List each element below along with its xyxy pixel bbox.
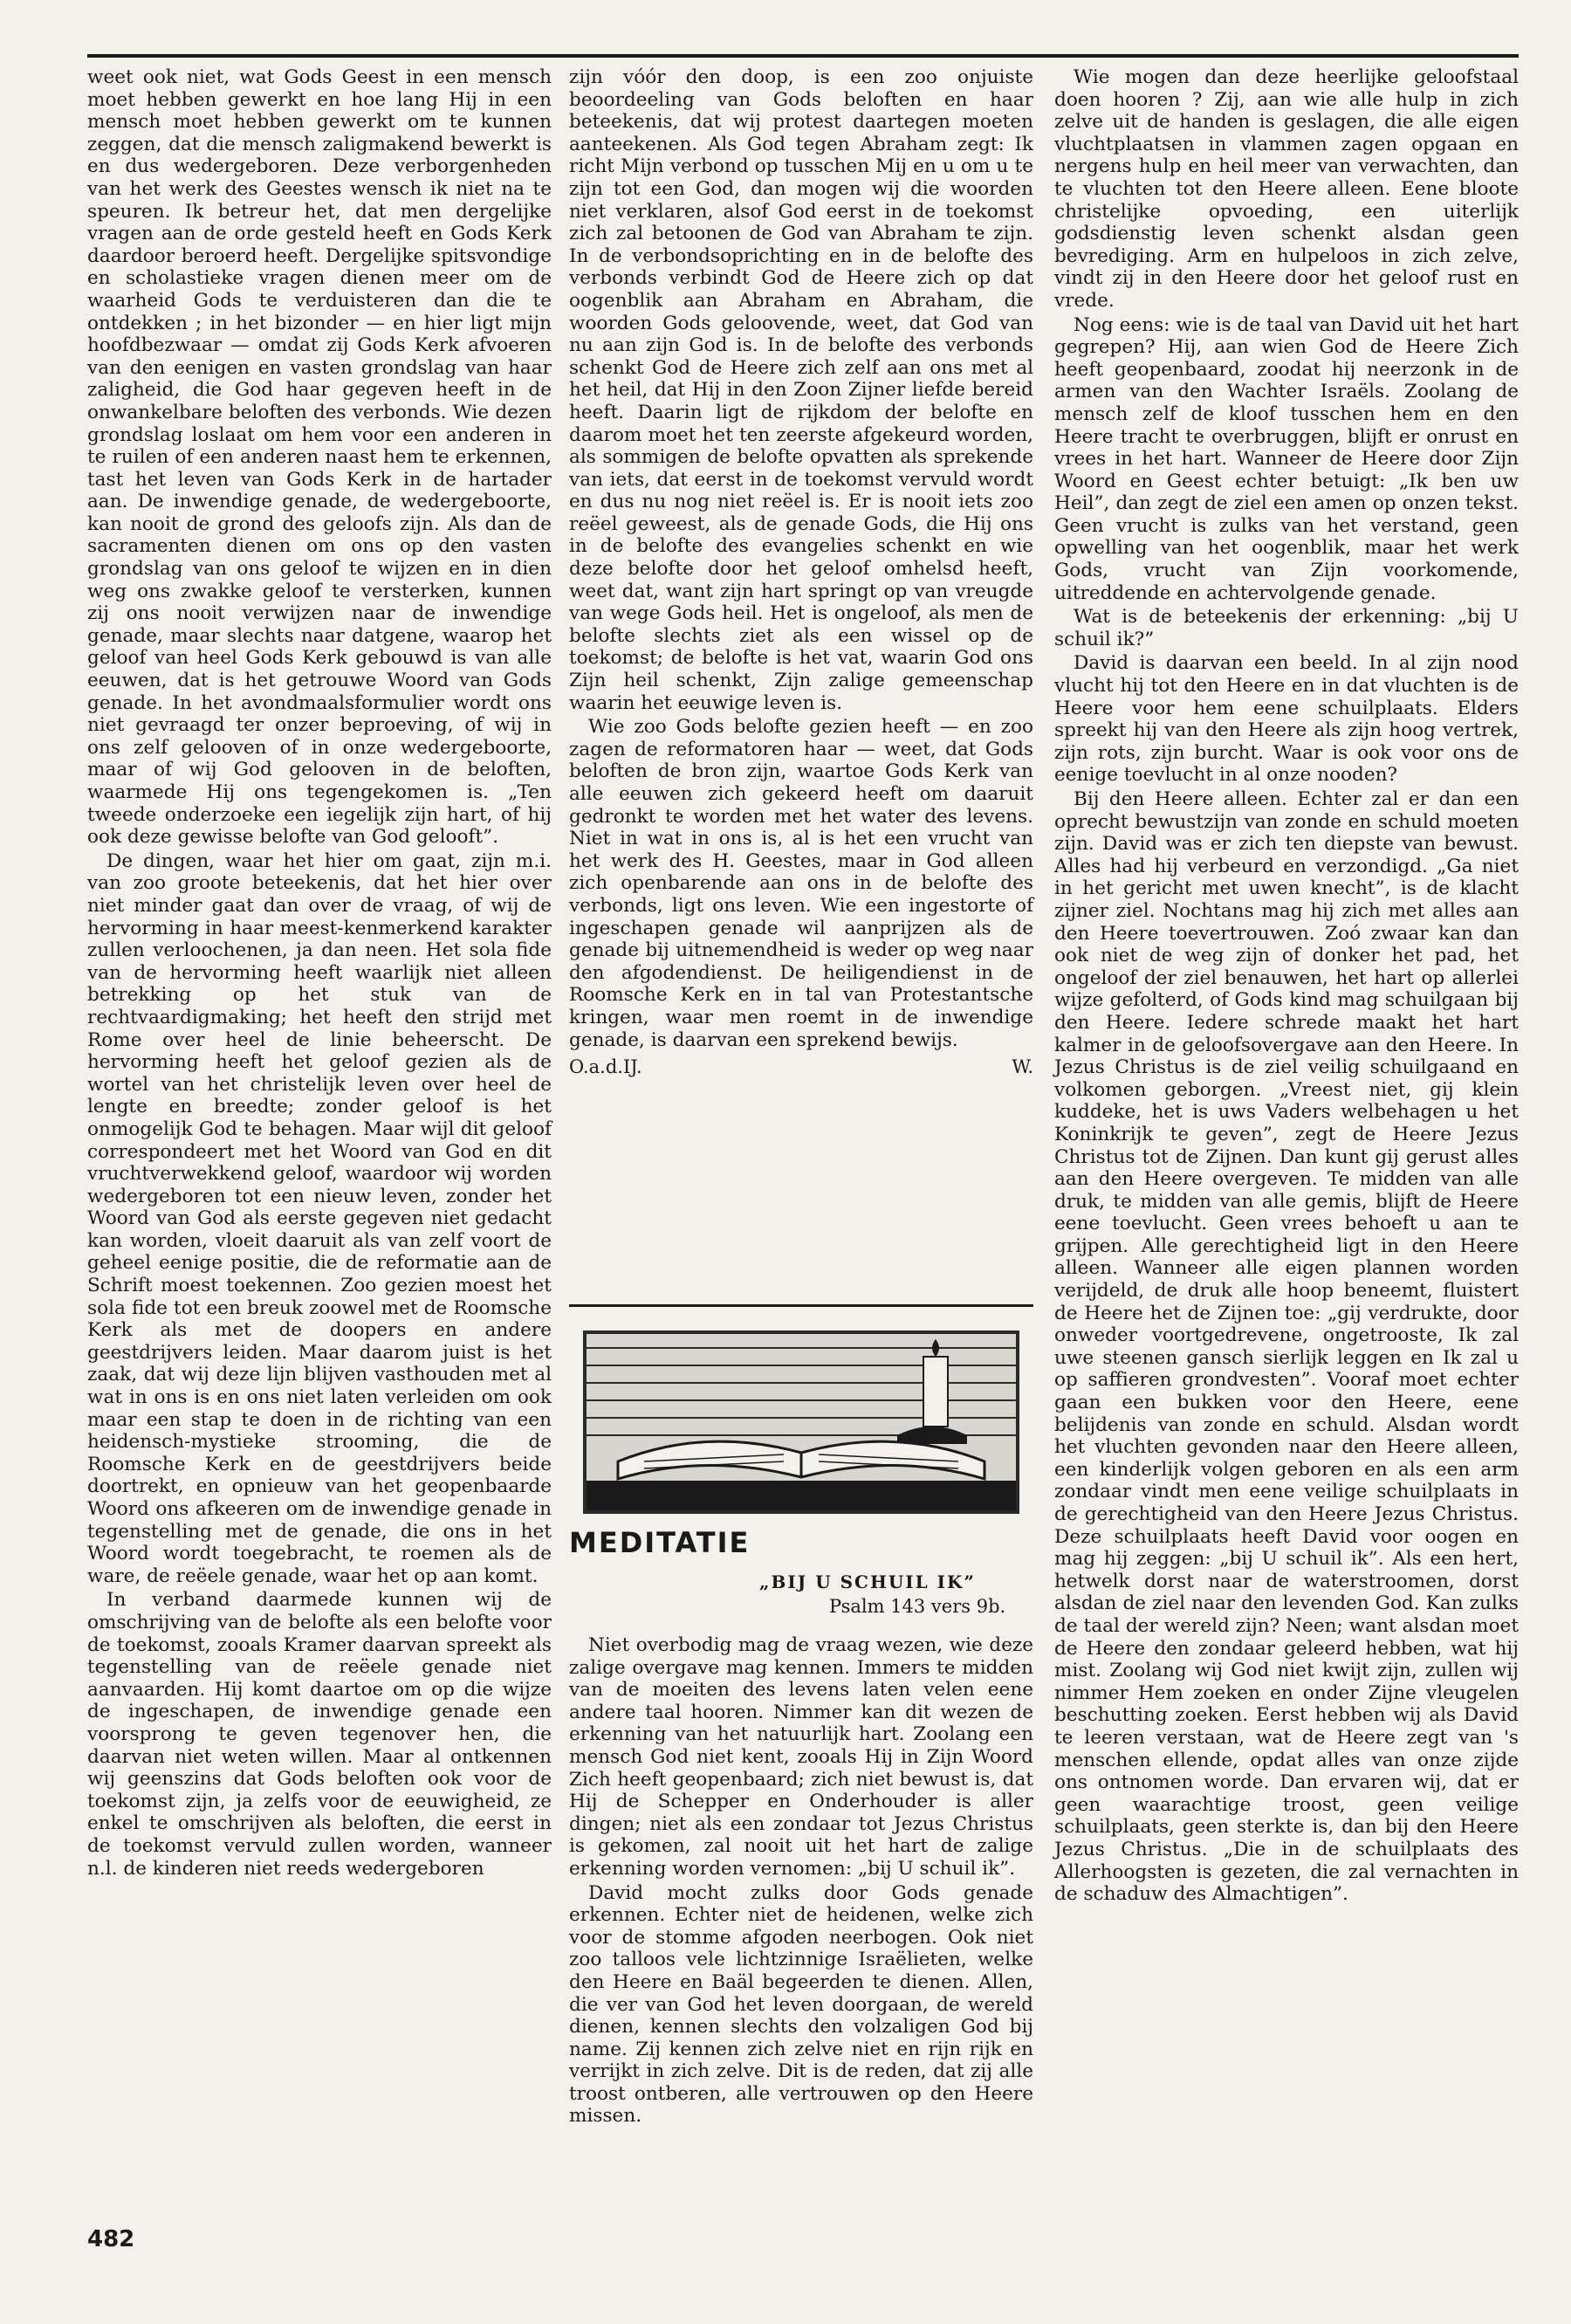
- meditation-heading: MEDITATIE: [569, 1526, 751, 1559]
- col3-paragraph-1: Wie mogen dan deze heerlijke geloofstaal doen hooren ? Zij, aan wie alle hulp in zich zelve uit de handen is geslagen, die alle eigen vluchtplaatsen in vlammen zagen opgaan en nergens hulp en heil meer van verwachten, dan te vluchten tot den Heere alleen. Eene blootе christelijke opvoeding, een uiterlijk godsdienstig leven schenkt alsdan geen bevrediging. Arm en hulpeloos in zich zelve, vindt zij in den Heere door het geloof rust en vrede.: [1054, 66, 1519, 312]
- col1-paragraph-2: De dingen, waar het hier om gaat, zijn m.i. van zoo groote beteekenis, dat het hier over niet minder gaat dan over de vraag, of wij de hervorming in haar meest-kenmerkend karakter zullen verloochenen, ja dan neen. Het sola fide van de hervorming heeft waarlijk niet alleen betrekking op het stuk van de rechtvaardigmaking; het heeft den strijd met Rome over heel de linie beheerscht. De hervorming heeft het geloof gezien als de wortel van het christelijk leven over heel de lengte en breedte; zonder geloof is het onmogelijk God te behagen. Maar wijl dit geloof correspondeert met het Woord van God en dit vruchtverwekkend geloof, waardoor wij worden wedergeboren tot een nieuw leven, zonder het Woord van God als eerste gegeven niet gedacht kan worden, vloeit daaruit als van zelf voort de geheel eenige positie, die de reformatie aan de Schrift moest toekennen. Zoo gezien moest het sola fide tot een breuk zoowel met de Roomsche Kerk als met de doopers en andere geestdrijvers leiden. Maar daarom juist is het zaak, dat wij deze lijn blijven vasthouden met al wat in ons is en ons niet laten verleiden om ook maar een stap te doen in de richting van een heidensch-mystieke strooming, die de Roomsche Kerk en de geestdrijvers beide doortrekt, en opnieuw van het geopenbaarde Woord ons afkeeren om de inwendige genade in tegenstelling met de genade, die ons in het Woord wordt toegebracht, te roemen als de ware, de reëele genade, waar het op aan komt.: [87, 849, 552, 1587]
- meditation-reference: Psalm 143 vers 9b.: [829, 1596, 1006, 1617]
- meditation-paragraph-2: David mocht zulks door Gods genade erkennen. Echter niet de heidenen, welke zich voor de stomme afgoden neerbogen. Ook niet zoo talloos vele lichtzinnige Israëlieten, welke den Heere en Baäl begeerden te dienen. Allen, die ver van God het leven doorgaan, de wereld dienen, kennen slechts den volzaligen God bij name. Zij kennen zich zelve niet en rijn rijk en verrijkt in zich zelve. Dit is de reden, dat zij alle troost ontberen, alle vertrouwen op den Heere missen.: [569, 1881, 1033, 2128]
- meditation-body: [569, 1634, 1033, 2128]
- page-number: 482: [87, 2226, 135, 2252]
- column-1: [87, 66, 552, 1880]
- signoff-right: W.: [1012, 1056, 1033, 1078]
- section-rule: [569, 1304, 1033, 1307]
- column-2-top: [569, 66, 1033, 1079]
- meditation-paragraph-1: Niet overbodig mag de vraag wezen, wie deze zalige overgave mag kennen. Immers te midden van de moeiten des levens laten velen eene andere taal hooren. Nimmer kan dit wezen de erkenning van het natuurlijk hart. Zoolang een mensch God niet kent, zooals Hij in Zijn Woord Zich heeft geopenbaard; zich niet bewust is, dat Hij de Schepper en Onderhouder is aller dingen; niet als een zondaar tot Jezus Christus is gekomen, zal nooit uit het hart de zalige erkenning worden vernomen: „bij U schuil ik”.: [569, 1634, 1033, 1880]
- col1-paragraph-3: In verband daarmede kunnen wij de omschrijving van de belofte als een belofte voor de toekomst, zooals Kramer daarvan spreekt als tegenstelling van de reëele genade niet aanvaarden. Hij komt daartoe om op die wijze de ingeschapen, de inwendige genade een voorsprong te geven tegenover hen, die daarvan niet weten willen. Maar al ontkennen wij geenszins dat Gods beloften ook voor de toekomst zijn, ja zelfs voor de eeuwigheid, ze enkel te omschrijven als beloften, die eerst in de toekomst vervuld zullen worden, wanneer n.l. de kinderen niet reeds wedergeboren: [87, 1589, 552, 1880]
- open-bible-illustration: [583, 1330, 1019, 1514]
- col2-paragraph-1: zijn vóór den doop, is een zoo onjuiste beoordeeling van Gods beloften en haar beteekenis, dat wij protest daartegen moeten aanteekenen. Als God tegen Abraham zegt: Ik richt Mijn verbond op tusschen Mij en u om u te zijn tot een God, dan mogen wij die woorden niet verklaren, alsof God eerst in de toekomst zich zal betoonen de God van Abraham te zijn. In de verbondsoprichting en in de belofte des verbonds verbindt God de Heere zich op dat oogenblik aan Abraham en Abraham, die woorden Gods geloovende, weet, dat God van nu aan zijn God is. In de belofte des verbonds schenkt God de Heere zich zelf aan ons met al het heil, dat Hij in den Zoon Zijner liefde bereid heeft. Daarin ligt de rijkdom der belofte en daarom moet het ten zeerste afgekeurd worden, als sommigen de belofte opvatten als sprekende van iets, dat eerst in de toekomst vervuld wordt en dus nu nog niet reëel is. Er is nooit iets zoo reëel geweest, als de genade Gods, die Hij ons in de belofte des evangelies schenkt en wie deze belofte door het geloof omhelsd heeft, weet dat, want zijn hart springt op van vreugde van wege Gods heil. Het is ongeloof, als men de belofte slechts ziet als een wissel op de toekomst; de belofte is het vat, waarin God ons Zijn heil schenkt, Zijn zalige gemeenschap waarin het eeuwige leven is.: [569, 66, 1033, 714]
- top-rule: [87, 54, 1519, 58]
- column-3: [1054, 66, 1519, 1906]
- col3-paragraph-3: Wat is de beteekenis der erkenning: „bij U schuil ik?”: [1054, 606, 1519, 650]
- col3-paragraph-2: Nog eens: wie is de taal van David uit het hart gegrepen? Hij, aan wien God de Heere Zich heeft geopenbaard, zoodat hij neerzonk in de armen van den Wachter Israëls. Zoolang de mensch zelf de kloof tusschen hem en den Heere tracht te overbruggen, blijft er onrust en vrees in het hart. Wanneer de Heere door Zijn Woord en Geest echter betuigt: „Ik ben uw Heil”, dan zegt de ziel een amen op onzen tekst. Geen vrucht is zulks van het verstand, geen opwelling van het oogenblik, maar het werk Gods, vrucht van Zijn voorkomende, uitreddende en achtervolgende genade.: [1054, 313, 1519, 604]
- col3-paragraph-5: Bij den Heere alleen. Echter zal er dan een oprecht bewustzijn van zonde en schuld moeten zijn. David was er zich ten diepste van bewust. Alles had hij verbeurd en verzondigd. „Ga niet in het gericht met uwen knecht”, is de klacht zijner ziel. Nochtans mag hij zich met alles aan den Heere toevertrouwen. Zoó zwaar kan dan ook niet de weg zijn of donker het pad, het ongeloof der ziel benauwen, het hart op allerlei wijze gefolterd, of Gods kind mag schuilgaan bij den Heere. Iedere schrede maakt het hart kalmer in de geloofsovergave aan den Heere. In Jezus Christus is de ziel veilig schuilgaand en volkomen geborgen. „Vreest niet, gij klein kuddeke, het is uws Vaders welbehagen u het Koninkrijk te geven”, zegt de Heere Jezus Christus tot de Zijnen. Dan kunt gij gerust alles aan den Heere overgeven. Te midden van alle druk, te midden van alle gemis, blijft de Heere eene toevlucht. Geen vrees behoeft u aan te grijpen. Alle gerechtigheid ligt in den Heere alleen. Wanneer alle eigen plannen worden verijdeld, de druk alle hoop beneemt, fluistert de Heere het de Zijnen toe: „gij verdrukte, door onweder voortgedrevene, ongetroostе, Ik zal uwe steenen gansch sierlijk leggen en Ik zal u op saffieren grondvesten”. Vooraf moet echter gaan een bukken voor den Heere, eene belijdenis van zonde en schuld. Alsdan wordt het vluchten gevonden naar den Heere alleen, een kinderlijk volgen geboren en als een arm zondaar vindt men eene veilige schuilplaats in de gerechtigheid van den Heere Jezus Christus. Deze schuilplaats heeft David voor oogen en mag hij zeggen: „bij U schuil ik”. Als een hert, hetwelk dorst naar de waterstroomen, dorst alsdan de ziel naar den levenden God. Kan zulks de taal der wereld zijn? Neen; want alsdan moet de Heere den zondaar geleerd hebben, wat hij mist. Zoolang wij God niet kwijt zijn, zullen wij nimmer Hem zoeken en onder Zijne vleugelen beschutting zoeken. Eerst hebben wij als David te leeren verstaan, wat de Heere zegt van 's menschen ellende, opdat alles van onze zijde ons ontnomen worde. Dan ervaren wij, dat er geen waarachtige troost, geen veilige schuilplaats, geen sterkte is, dan bij den Heere Jezus Christus. „Die in de schuilplaats des Allerhoogsten is gezeten, die zal vernachten in de schaduw des Almachtigen”.: [1054, 788, 1519, 1906]
- col2-paragraph-2: Wie zoo Gods belofte gezien heeft — en zoo zagen de reformatoren haar — weet, dat Gods beloften de bron zijn, waartoe Gods Kerk van alle eeuwen zich gekeerd heeft om daaruit gedronkt te worden met het water des levens. Niet in wat in ons is, al is het een vrucht van het werk des H. Geestes, maar in God alleen zich openbarende aan ons in de belofte des verbonds, ligt ons leven. Wie een ingestorte of ingeschapen genade wil aanprijzen als de genade bij uitnemendheid is weder op weg naar den afgodendienst. De heiligendienst in de Roomsche Kerk en in tal van Protestantsche kringen, waar men roemt in de inwendige genade, is daarvan een sprekend bewijs.: [569, 716, 1033, 1051]
- meditation-subtitle: „BIJ U SCHUIL IK”: [759, 1571, 976, 1592]
- signoff: [569, 1056, 1033, 1079]
- col3-paragraph-4: David is daarvan een beeld. In al zijn nood vlucht hij tot den Heere en in dat vluchten is de Heere voor hem eene schuilplaats. Elders spreekt hij van den Heere als zijn hoog vertrek, zijn rots, zijn burcht. Waar is ook voor ons de eenige toevlucht in al onze nooden?: [1054, 652, 1519, 787]
- col1-paragraph-1: weet ook niet, wat Gods Geest in een mensch moet hebben gewerkt en hoe lang Hij in een mensch moet hebben gewerkt om te kunnen zeggen, dat die mensch zaligmakend bewerkt is en dus wedergeboren. Deze verborgenheden van het werk des Geestes wensch ik niet na te speuren. Ik betreur het, dat men dergelijke vragen aan de orde gesteld heeft en Gods Kerk daardoor beroerd heeft. Dergelijke spitsvondige en scholastieke vragen dienen meer om de waarheid Gods te verduisteren dan die te ontdekken ; in het bizonder — en hier ligt mijn hoofdbezwaar — omdat zij Gods Kerk afvoeren van den eenigen en vasten grondslag van haar zaligheid, die God haar gegeven heeft in de onwankelbare beloften des verbonds. Wie dezen grondslag loslaat om hem voor een anderen in te ruilen of een anderen naast hem te erkennen, tast het leven van Gods Kerk in de hartader aan. De inwendige genade, de wedergeboorte, kan nooit de grond des geloofs zijn. Als dan de sacramenten dienen om ons op den vasten grondslag van ons geloof te wijzen en in dien weg ons zwakke geloof te versterken, kunnen zij ons nooit verwijzen naar de inwendige genade, maar slechts naar datgene, waarop het geloof van heel Gods Kerk gebouwd is van alle eeuwen, dat is het getrouwe Woord van Gods genade. In het avondmaalsformulier wordt ons niet gevraagd ter onzer beproeving, of wij in ons zelf gelooven of in onze wedergeboorte, maar of wij God gelooven in de beloften, waarmede Hij ons tegengekomen is. „Ten tweede onderzoeke een iegelijk zijn hart, of hij ook deze gewisse belofte van God gelooft”.: [87, 66, 552, 849]
- signoff-left: O.a.d.IJ.: [569, 1056, 642, 1078]
